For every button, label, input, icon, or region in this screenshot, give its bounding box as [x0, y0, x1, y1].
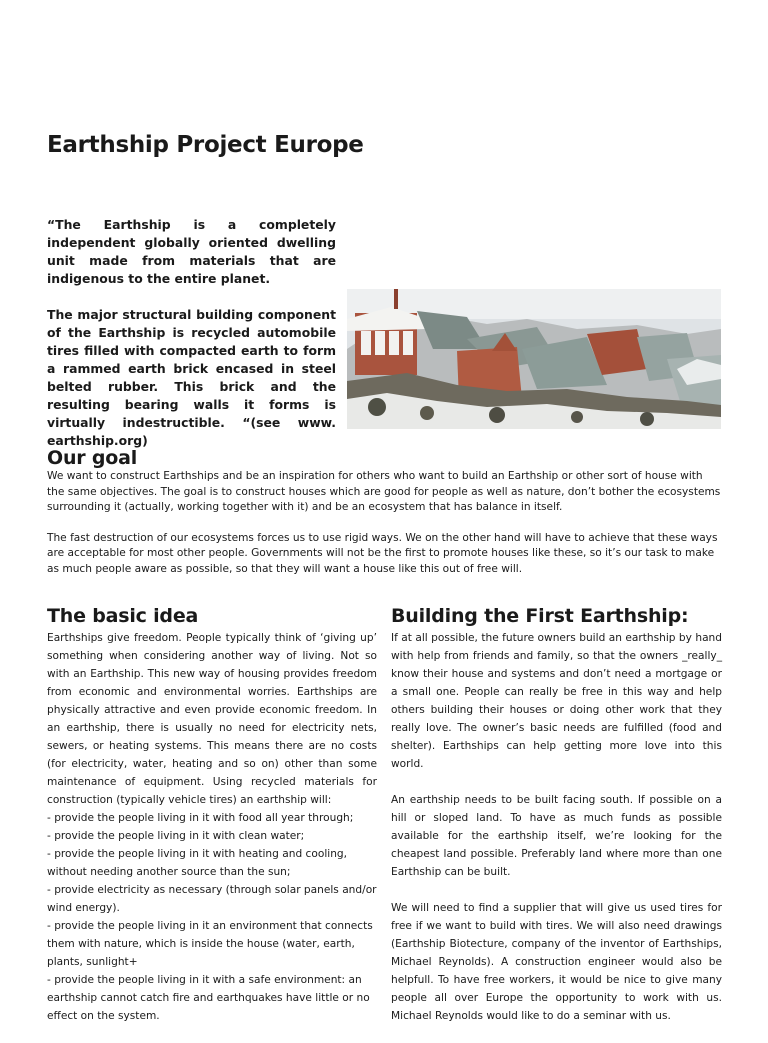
basic-idea-intro: Earthships give freedom. People typically think of ‘giving up’ something when considering another way of living. Not so with an Earthship. This new way of housing provides freedom from economic and environmental worries. Earthships are physically attractive and even provide economic freedom. In an earthship, there is usually no need for electricity nets, sewers, or heating systems. This means there are no costs (for electricity, water, heating and so on) other than some maintenance of equipment. Using recycled materials for construction (typically vehicle tires) an earthship will:	[47, 632, 377, 806]
basic-idea-heading: The basic idea	[47, 605, 199, 627]
list-item: - provide the people living in it with food all year through;	[47, 812, 354, 824]
our-goal-text	[47, 469, 722, 592]
first-earthship-paragraph-1: If at all possible, the future owners build an earthship by hand with help from friends and family, so that the owners _really_ know their house and systems and don’t need a mortgage or a small one. People can really be free in this way and help others building their houses or doing other work that they really love. The owner’s basic needs are fulfilled (food and shelter). Earthships can help getting more love into this world.	[391, 632, 722, 770]
page-title: Earthship Project Europe	[47, 132, 364, 158]
our-goal-heading: Our goal	[47, 447, 138, 469]
list-item: - provide the people living in it with clean water;	[47, 830, 305, 842]
quote-paragraph-2: The major structural building component of the Earthship is recycled automobile tires filled with compacted earth to form a rammed earth brick encased in steel belted rubber. This brick and the resulting bearing walls it forms is virtually indestructible. “(see www. earthship.org)	[47, 307, 336, 448]
list-item: - provide the people living in it with heating and cooling, without needing another source than the sun;	[47, 848, 348, 878]
basic-idea-column	[47, 629, 377, 1025]
our-goal-paragraph-1: We want to construct Earthships and be an inspiration for others who want to build an Earthship or other sort of house with the same objectives. The goal is to construct houses which are good for people as well as nature, don’t bother the ecosystems surrounding it (actually, working together with it) and be an ecosystem that has balance in itself.	[47, 470, 721, 513]
earthship-photo	[347, 289, 721, 429]
first-earthship-column	[391, 629, 722, 1043]
first-earthship-paragraph-3: We will need to find a supplier that will give us used tires for free if we want to build with tires. We will also need drawings (Earthship Biotecture, company of the inventor of Earthships, Michael Reynolds). A construction engineer would also be helpfull. To have free workers, it would be nice to give many people all over Europe the opportunity to work with us. Michael Reynolds would like to do a seminar with us.	[391, 902, 722, 1022]
intro-quote	[47, 216, 336, 468]
list-item: - provide the people living in it an environment that connects them with nature, which is inside the house (water, earth, plants, sunlight+	[47, 920, 373, 968]
quote-paragraph-1: “The Earthship is a completely independent globally oriented dwelling unit made from materials that are indigenous to the entire planet.	[47, 217, 336, 286]
first-earthship-heading: Building the First Earthship:	[391, 605, 689, 627]
our-goal-paragraph-2: The fast destruction of our ecosystems forces us to use rigid ways. We on the other hand will have to achieve that these ways are acceptable for most other people. Governments will not be the first to promote houses like these, so it’s our task to make as much people aware as possible, so that they will want a house like this out of free will.	[47, 531, 718, 575]
list-item: - provide electricity as necessary (through solar panels and/or wind energy).	[47, 884, 377, 914]
first-earthship-paragraph-2: An earthship needs to be built facing south. If possible on a hill or sloped land. To have as much funds as possible available for the earthship itself, we’re looking for the cheapest land possible. Preferably land where more than one Earthship can be built.	[391, 794, 722, 878]
list-item: - provide the people living in it with a safe environment: an earthship cannot catch fire and earthquakes have little or no effect on the system.	[47, 974, 370, 1022]
